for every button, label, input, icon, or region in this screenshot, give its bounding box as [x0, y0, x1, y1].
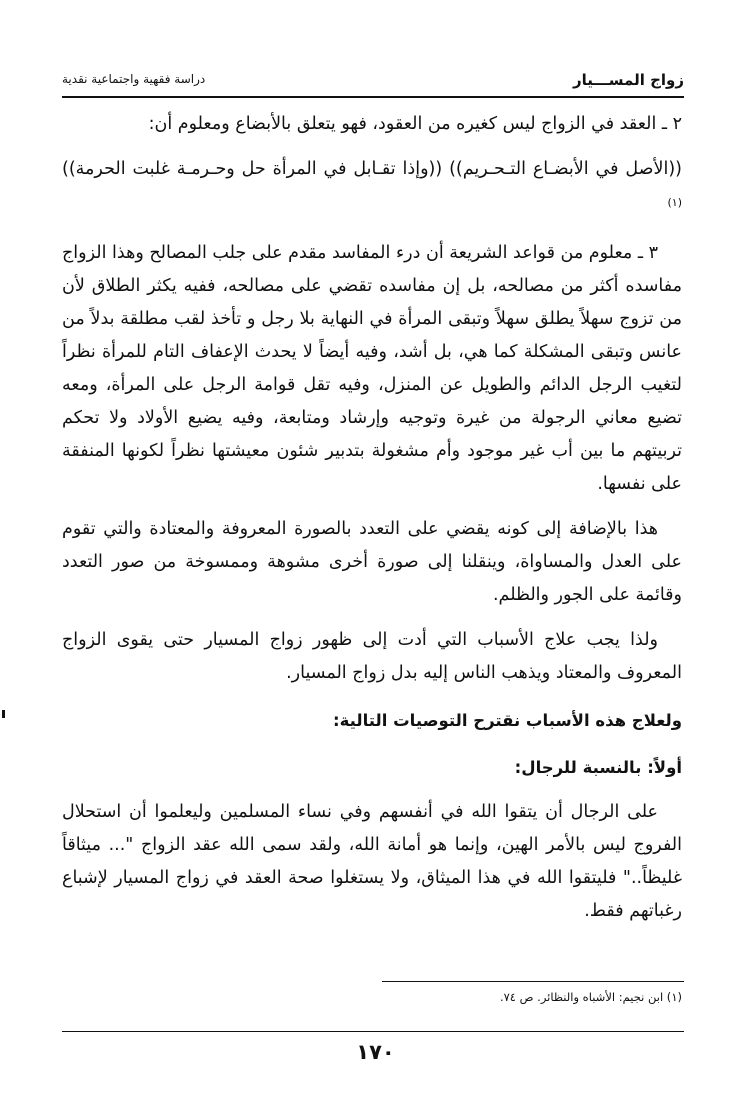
page-number: ١٧٠ — [356, 1040, 395, 1064]
paragraph-men: على الرجال أن يتقوا الله في أنفسهم وفي نساء المسلمين وليعلموا أن استحلال الفروج ليس بالأمر الهين، وإنما هو أمانة الله، ولقد سمى الله عقد الزواج "... ميثاقاً غليظاً.." فليتقوا الله في هذا الميثاق، ولا يستغلوا صحة العقد في زواج المسيار لإشباع رغباتهم فقط. — [62, 801, 682, 921]
header-book-subtitle: دراسة فقهية واجتماعية نقدية — [62, 72, 206, 86]
header-divider — [62, 96, 684, 98]
margin-mark — [2, 710, 5, 718]
paragraph-quote — [62, 153, 682, 225]
page-body — [62, 108, 682, 940]
paragraph-causes: ولذا يجب علاج الأسباب التي أدت إلى ظهور زواج المسيار حتى يقوى الزواج المعروف والمعتاد ويذهب الناس إليه بدل زواج المسيار. — [62, 629, 682, 683]
paragraph-point-2: ٢ ـ العقد في الزواج ليس كغيره من العقود، فهو يتعلق بالأبضاع ومعلوم أن: — [148, 114, 682, 134]
footer-divider — [62, 1031, 684, 1032]
paragraph-polygamy: هذا بالإضافة إلى كونه يقضي على التعدد بالصورة المعروفة والمعتادة والتي تقوم على العدل والمساواة، وينقلنا إلى صورة أخرى مشوهة وممسوخة من صور التعدد وقائمة على الجور والظلم. — [62, 518, 682, 605]
footnote-divider — [382, 981, 684, 982]
running-header — [62, 68, 684, 94]
section-heading-recommendations: ولعلاج هذه الأسباب نقترح التوصيات التالية: — [333, 710, 682, 730]
quote-text: ((الأصل في الأبضـاع التـحـريم)) ((وإذا تقـابل في المرأة حل وحـرمـة غلبت الحرمة)) — [62, 159, 682, 179]
footnote-text: (١) ابن نجيم: الأشباه والنظائر. ص ٧٤. — [499, 990, 682, 1004]
paragraph-point-3: ٣ ـ معلوم من قواعد الشريعة أن درء المفاسد مقدم على جلب المصالح وهذا الزواج مفاسده أكثر من مصالحه، بل إن مفاسده تقضي على مصالحه، ففيه يكثر الطلاق لأن من تزوج سهلاً يطلق سهلاً وتبقى المرأة في النهاية بلا رجل و تأخذ لقب مطلقة بدلاً من عانس وتبقى المشكلة كما هي، بل أشد، وفيه أيضاً لا يحدث الإعفاف التام للمرأة نظراً لتغيب الرجل الدائم والطويل عن المنزل، وفيه تقل قوامة الرجل على المرأة، ومعه تضيع معاني الرجولة من غيرة وتوجيه وإرشاد ومتابعة، وفيه يضيع الأولاد ولا تحكم تربيتهم ما بين أب غير موجود وأم مشغولة بتدبير شئون معيشتها نظراً لكونها المنفقة على نفسها. — [62, 242, 682, 494]
subsection-heading-men: أولاً: بالنسبة للرجال: — [514, 757, 682, 777]
header-book-title: زواج المســـيار — [573, 71, 684, 89]
footnote-reference[interactable]: (١) — [667, 196, 682, 209]
